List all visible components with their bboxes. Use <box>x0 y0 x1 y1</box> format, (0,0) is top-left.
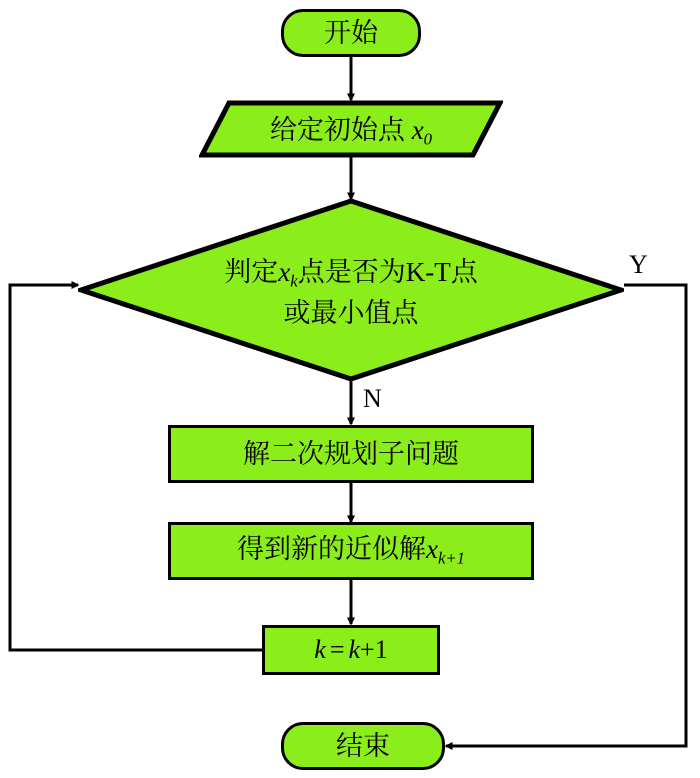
node-end[interactable] <box>281 722 445 770</box>
node-start[interactable] <box>281 9 421 57</box>
node-increment-k-label <box>314 634 387 665</box>
initial-point-var: x <box>411 115 424 146</box>
increment-rhs-var: k <box>348 635 361 665</box>
node-solve-qp[interactable] <box>168 425 534 483</box>
node-end-label: 结束 <box>336 730 390 761</box>
decision-text-a: 判定 <box>224 256 279 287</box>
node-initial-point[interactable] <box>199 100 503 158</box>
edge-label-yes: Y <box>629 250 648 279</box>
increment-rhs-rest: +1 <box>360 635 388 665</box>
increment-lhs: k <box>314 635 326 665</box>
edge-label-no: N <box>363 384 382 413</box>
decision-var: x <box>278 256 291 287</box>
new-solution-var: x <box>425 534 438 565</box>
initial-point-text: 给定初始点 <box>269 115 412 146</box>
increment-eq: = <box>329 635 345 665</box>
node-new-solution[interactable] <box>168 522 534 580</box>
node-decision-label <box>78 198 624 382</box>
decision-line-1 <box>224 250 477 291</box>
new-solution-text: 得到新的近似解 <box>236 534 426 565</box>
node-new-solution-label <box>237 533 465 568</box>
initial-point-sub: 0 <box>423 129 433 149</box>
decision-text-b: 点是否为K-T点 <box>297 256 478 287</box>
new-solution-sub: k+1 <box>437 548 466 568</box>
decision-sub: k <box>290 271 298 291</box>
node-initial-point-label <box>199 100 503 158</box>
decision-line-2: 或最小值点 <box>283 298 419 329</box>
node-increment-k[interactable] <box>262 625 440 675</box>
node-start-label: 开始 <box>324 17 378 48</box>
node-solve-qp-label: 解二次规划子问题 <box>243 438 459 469</box>
node-decision[interactable] <box>78 198 624 382</box>
